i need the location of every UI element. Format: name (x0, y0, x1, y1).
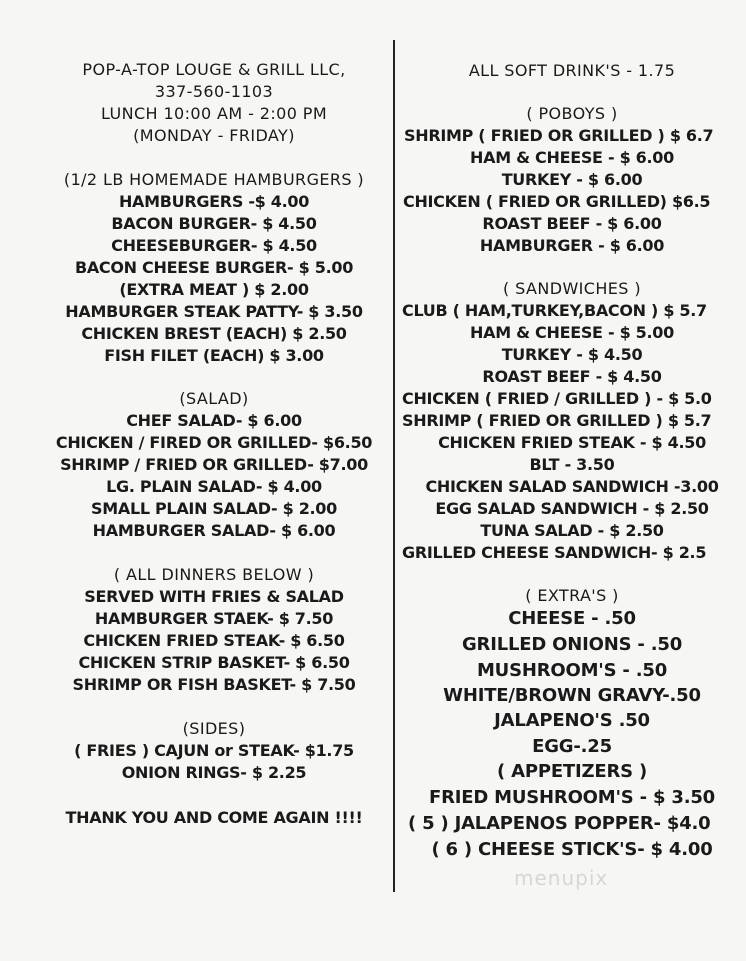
menu-item: CHICKEN STRIP BASKET- $ 6.50 (78, 653, 350, 672)
restaurant-name: POP-A-TOP LOUGE & GRILL LLC, (82, 60, 346, 79)
menu-item: CHICKEN BREST (EACH) $ 2.50 (81, 324, 347, 343)
lunch-hours: LUNCH 10:00 AM - 2:00 PM (100, 104, 328, 123)
menu-item: BACON CHEESE BURGER- $ 5.00 (74, 258, 354, 277)
menu-item: CHICKEN ( FRIED OR GRILLED) $6.5 (403, 192, 711, 211)
menu-item: ( 5 ) JALAPENOS POPPER- $4.0 (408, 813, 711, 834)
menu-item: CHICKEN FRIED STEAK - $ 4.50 (438, 433, 706, 452)
menu-item: ( FRIES ) CAJUN or STEAK- $1.75 (74, 741, 354, 760)
menu-item: FISH FILET (EACH) $ 3.00 (104, 346, 324, 365)
menu-item: HAM & CHEESE - $ 5.00 (470, 323, 674, 342)
menu-item: ( 6 ) CHEESE STICK'S- $ 4.00 (431, 839, 713, 860)
menu-item: BLT - 3.50 (529, 455, 615, 474)
extras-heading: ( EXTRA'S ) (525, 586, 619, 605)
sandwiches-heading: ( SANDWICHES ) (503, 279, 641, 298)
menu-item: SHRIMP OR FISH BASKET- $ 7.50 (72, 675, 356, 694)
menu-item: HAM & CHEESE - $ 6.00 (470, 148, 674, 167)
menu-item: CLUB ( HAM,TURKEY,BACON ) $ 5.7 (402, 301, 707, 320)
menu-item: HAMBURGERS -$ 4.00 (118, 192, 310, 211)
menu-item: JALAPENO'S .50 (494, 710, 650, 731)
menu-item: HAMBURGER - $ 6.00 (479, 236, 665, 255)
menu-item: ROAST BEEF - $ 4.50 (482, 367, 662, 386)
menu-item: CHICKEN FRIED STEAK- $ 6.50 (83, 631, 345, 650)
menu-item: BACON BURGER- $ 4.50 (111, 214, 317, 233)
menu-item: (EXTRA MEAT ) $ 2.00 (119, 280, 309, 299)
menu-item: HAMBURGER STAEK- $ 7.50 (94, 609, 334, 628)
column-divider (393, 40, 395, 892)
open-days: (MONDAY - FRIDAY) (133, 126, 295, 145)
dinners-heading: ( ALL DINNERS BELOW ) (113, 565, 315, 584)
menu-item: CHEF SALAD- $ 6.00 (126, 411, 302, 430)
thank-you-footer: THANK YOU AND COME AGAIN !!!! (65, 808, 363, 827)
menu-item: WHITE/BROWN GRAVY-.50 (443, 685, 701, 706)
poboys-heading: ( POBOYS ) (526, 104, 618, 123)
menu-item: TURKEY - $ 6.00 (501, 170, 643, 189)
menu-item: SHRIMP ( FRIED OR GRILLED ) $ 5.7 (402, 411, 712, 430)
menu-item: SHRIMP / FRIED OR GRILLED- $7.00 (60, 455, 368, 474)
menu-item: SMALL PLAIN SALAD- $ 2.00 (91, 499, 337, 518)
menu-item: TURKEY - $ 4.50 (501, 345, 643, 364)
menu-item: FRIED MUSHROOM'S - $ 3.50 (429, 787, 715, 808)
salad-heading: (SALAD) (179, 389, 249, 408)
menu-item: HAMBURGER SALAD- $ 6.00 (92, 521, 336, 540)
menu-item: ROAST BEEF - $ 6.00 (482, 214, 662, 233)
menu-item: EGG SALAD SANDWICH - $ 2.50 (435, 499, 709, 518)
menu-item: GRILLED ONIONS - .50 (461, 634, 683, 655)
menu-item: HAMBURGER STEAK PATTY- $ 3.50 (65, 302, 363, 321)
menu-item: EGG-.25 (532, 736, 612, 757)
menu-item: CHEESEBURGER- $ 4.50 (111, 236, 317, 255)
menu-item: CHICKEN ( FRIED / GRILLED ) - $ 5.0 (402, 389, 712, 408)
menu-item: CHEESE - .50 (508, 608, 636, 629)
menupix-watermark: menupix (514, 866, 609, 890)
phone-number: 337-560-1103 (154, 82, 274, 101)
menu-item: TUNA SALAD - $ 2.50 (480, 521, 664, 540)
menu-item: GRILLED CHEESE SANDWICH- $ 2.5 (402, 543, 707, 562)
dinners-subheading: SERVED WITH FRIES & SALAD (84, 587, 344, 606)
menu-item: CHICKEN / FIRED OR GRILLED- $6.50 (55, 433, 373, 452)
hamburgers-heading: (1/2 LB HOMEMADE HAMBURGERS ) (63, 170, 365, 189)
menu-item: MUSHROOM'S - .50 (476, 660, 668, 681)
menu-item: CHICKEN SALAD SANDWICH -3.00 (425, 477, 719, 496)
menu-item: SHRIMP ( FRIED OR GRILLED ) $ 6.7 (404, 126, 714, 145)
menu-item: ONION RINGS- $ 2.25 (121, 763, 307, 782)
menu-item: LG. PLAIN SALAD- $ 4.00 (106, 477, 322, 496)
sides-heading: (SIDES) (182, 719, 246, 738)
soft-drinks: ALL SOFT DRINK'S - 1.75 (468, 61, 676, 80)
appetizers-heading: ( APPETIZERS ) (497, 761, 647, 782)
